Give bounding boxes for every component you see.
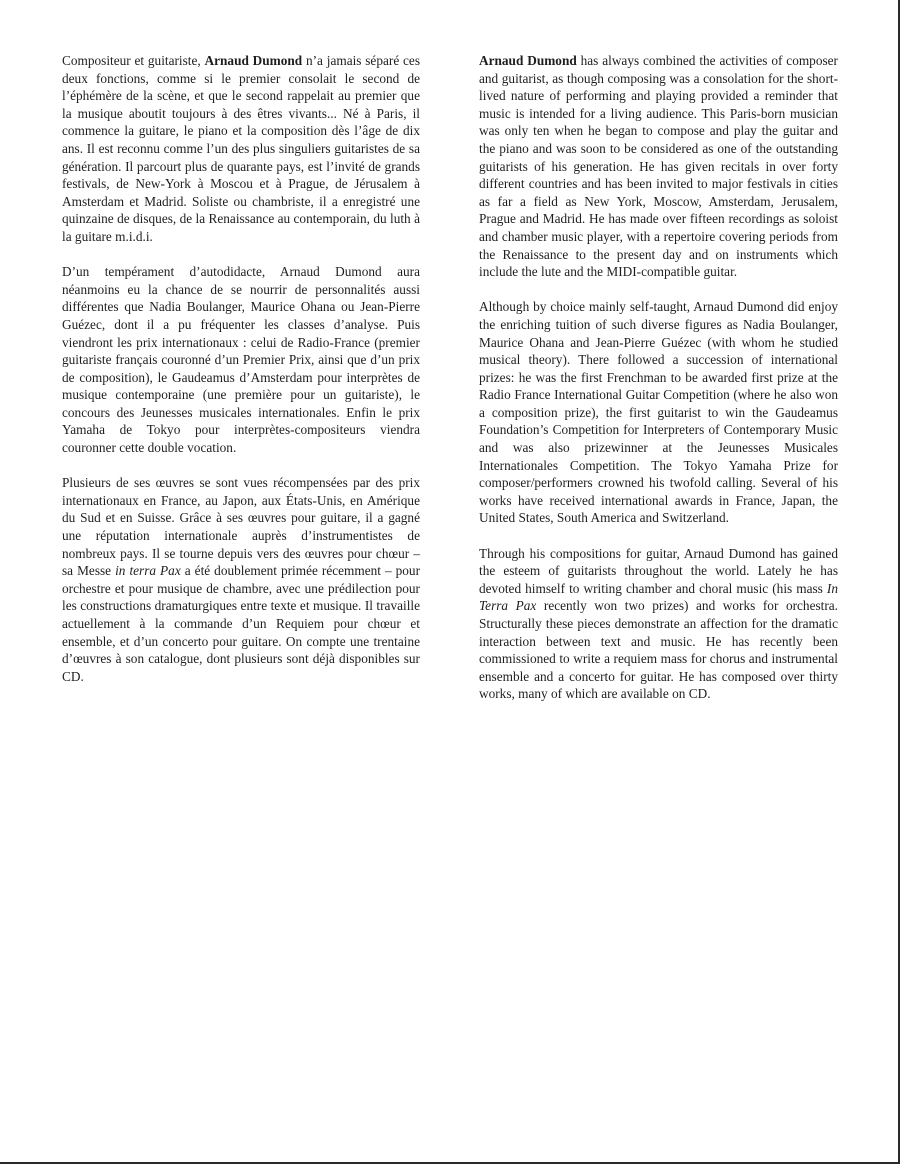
english-paragraph-1	[479, 52, 838, 281]
french-p3-text-start: Plusieurs de ses œuvres se sont vues récompensées par des prix internationaux en France, au Japon, aux États-Unis, en Amérique du Sud et en Suisse. Grâce à ses œuvres pour guitare, il a gagné une réputation internationale auprès d’instrumentistes de nombreux pays. Il se tourne depuis vers des œuvres pour chœur – sa Messe	[62, 475, 420, 579]
french-paragraph-3	[62, 474, 420, 685]
english-biography-column	[479, 52, 838, 721]
english-p3-text-start: Through his compositions for guitar, Arnaud Dumond has gained the esteem of guitarists throughout the world. Lately he has devoted himself to writing chamber and choral music (his mass	[479, 545, 838, 596]
french-biography-column	[62, 52, 420, 703]
english-p3-text-end: recently won two prizes) and works for orchestra. Structurally these pieces demonstrate an affection for the dramatic interaction between text and music. He has recently been commissioned to write a requiem mass for chorus and instrumental ensemble and a concerto for guitar. He has composed over thirty works, many of which are available on CD.	[479, 598, 838, 702]
composer-name: Arnaud Dumond	[204, 53, 303, 68]
french-p3-text-end: a été doublement primée récemment – pour orchestre et pour musique de chambre, avec une prédilection pour les constructions dramaturgiques entre texte et musique. Il travaille actuellement à la commande d’un Requiem pour chœur et ensemble, et d’un concerto pour guitare. On compte une trentaine d’œuvres à son catalogue, dont plusieurs sont déjà disponibles sur CD.	[62, 563, 421, 684]
english-paragraph-3	[479, 545, 838, 703]
english-p1-text: has always combined the activities of composer and guitarist, as though composing was a consolation for the short-lived nature of performing and playing provided a reminder that music is intended for a living audience. This Paris-born musician was only ten when he began to compose and play the guitar and the piano and was soon to be considered as one of the outstanding guitarists of his generation. He has given recitals in over forty different countries and has been invited to major festivals in cities as far a field as New York, Moscow, Amsterdam, Jerusalem, Prague and Madrid. He has made over fifteen recordings as soloist and chamber music player, with a repertoire covering periods from the Renaissance to the present day and on instruments which include the lute and the MIDI-compatible guitar.	[479, 53, 838, 280]
work-title: In Terra Pax	[479, 580, 838, 614]
french-p1-text: n’a jamais séparé ces deux fonctions, comme si le premier consolait le second de l’éphémère de la scène, et que le second rappelait au premier que la musique aboutit toujours à des êtres vivants... Né à Paris, il commence la guitare, le piano et la composition dès l’âge de dix ans. Il est reconnu comme l’un des plus singuliers guitaristes de sa génération. Il parcourt plus de quarante pays, est l’invité de grands festivals, de New-York à Moscou et à Prague, de Jérusalem à Amsterdam et Madrid. Soliste ou chambriste, il a enregistré une quinzaine de disques, de la Renaissance au contemporain, du luth à la guitare m.i.d.i.	[62, 53, 420, 244]
english-paragraph-2: Although by choice mainly self-taught, Arnaud Dumond did enjoy the enriching tuition of such diverse figures as Nadia Boulanger, Maurice Ohana and Jean-Pierre Guézec (with whom he studied musical theory). There followed a succession of international prizes: he was the first Frenchman to be awarded first prize at the Radio France International Guitar Competition (where he also won a composition prize), the first guitarist to win the Gaudeamus Foundation’s Competition for Interpreters of Contemporary Music and was also prizewinner at the Jeunesses Musicales Internationales Competition. The Tokyo Yamaha Prize for composer/performers crowned his twofold calling. Several of his works have received international awards in France, Japan, the United States, South America and Switzerland.	[479, 299, 838, 526]
work-title: in terra Pax	[115, 563, 181, 579]
french-p1-intro: Compositeur et guitariste,	[62, 53, 205, 68]
composer-name: Arnaud Dumond	[479, 53, 577, 68]
french-paragraph-2: D’un tempérament d’autodidacte, Arnaud Dumond aura néanmoins eu la chance de se nourrir de personnalités aussi différentes que Nadia Boulanger, Maurice Ohana ou Jean-Pierre Guézec, dont il a pu fréquenter les classes d’analyse. Puis viendront les prix internationaux : celui de Radio-France (premier guitariste français couronné d’un Premier Prix, ainsi que d’un prix de composition), le Gaudeamus d’Amsterdam pour interprètes de musique contemporaine (une première pour un guitariste), le concours des Jeunesses musicales internationales. Enfin le prix Yamaha de Tokyo pour interprètes-compositeurs viendra couronner cette double vocation.	[62, 264, 420, 456]
french-paragraph-1	[62, 52, 420, 246]
